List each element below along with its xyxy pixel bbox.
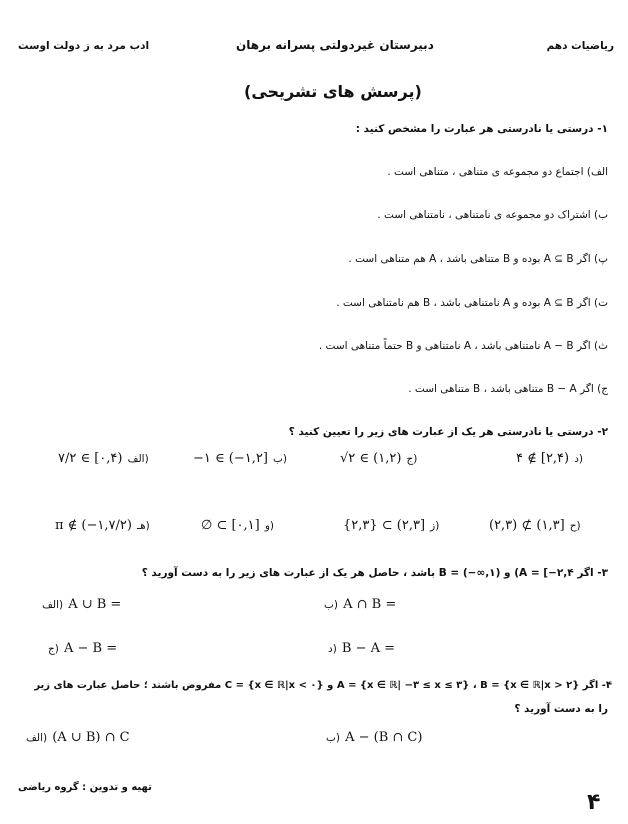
- q2-jim-label: ج): [406, 453, 418, 465]
- q2-dal-expr: ۴ ∉ [۲,۴): [516, 451, 570, 466]
- q2-ze: [343, 514, 439, 533]
- q2-alef-label: الف): [127, 453, 149, 465]
- q2-he-label: هـ): [137, 520, 150, 532]
- q4-be-expr: A − (B ∩ C): [345, 730, 423, 745]
- q3-be-expr: A ∩ B =: [343, 597, 397, 612]
- q2-dal: [516, 447, 583, 466]
- page-title: (پرسش های تشریحی): [244, 82, 422, 101]
- q2-alef-expr: ۷/۲ ∈ [۰,۴): [58, 451, 123, 466]
- q1-item-s: ث) اگر A − B نامتناهی باشد ، A نامتناهی و B حتماً متناهی است .: [318, 340, 608, 352]
- q3-dal: [328, 637, 395, 656]
- q1-item-j: ج) اگر B − A متناهی باشد ، B متناهی است .: [408, 383, 608, 395]
- q3-jim: [48, 637, 117, 656]
- q2-vav-label: و): [264, 520, 275, 532]
- q3-heading: ۳- اگر A = [−۲,۴) و B = (−∞,۱) باشد ، حاصل هر یک از عبارت های زیر را به دست آورید ؟: [141, 567, 608, 579]
- q4-heading-2: را به دست آورید ؟: [514, 703, 608, 715]
- q2-be-expr: −۱ ∈ (−۱,۲]: [193, 451, 268, 466]
- q4-alef-expr: (A ∪ B) ∩ C: [52, 730, 130, 745]
- q1-item-t: ت) اگر A ⊆ B بوده و A نامتناهی باشد ، B هم نامتناهی است .: [336, 297, 608, 309]
- page-number: ۴: [587, 790, 601, 815]
- q2-jim-expr: √۲ ∈ (۱,۲): [340, 451, 402, 466]
- q1-heading: ۱- درستی یا نادرستی هر عبارت را مشخص کنید :: [355, 123, 608, 135]
- q4-be-label: ب): [326, 732, 340, 744]
- q2-he2-expr: (۲,۳) ⊄ (۱,۳]: [489, 518, 565, 533]
- q2-be-label: ب): [273, 453, 287, 465]
- q2-he: [55, 514, 150, 533]
- q2-ze-label: ز): [430, 520, 440, 532]
- q1-item-p: پ) اگر A ⊆ B بوده و B متناهی باشد ، A هم متناهی است .: [348, 253, 608, 265]
- q3-jim-expr: A − B =: [63, 641, 118, 656]
- q3-dal-expr: B − A =: [341, 641, 396, 656]
- q2-dal-label: د): [574, 453, 584, 465]
- q3-alef: [42, 593, 121, 612]
- q2-alef: [58, 447, 149, 466]
- q2-heading: ۲- درستی یا نادرستی هر یک از عبارت های زیر را تعیین کنید ؟: [288, 426, 608, 438]
- q3-alef-label: الف): [42, 599, 64, 611]
- header-school: دبیرستان غیردولتی پسرانه برهان: [236, 38, 434, 52]
- q2-he2: [489, 514, 581, 533]
- q2-he-expr: π ∉ (−۱,۷/۲): [55, 518, 132, 533]
- q4-heading: ۴- اگر A = {x ∈ ℝ| −۳ ≤ x ≤ ۳} ، B = {x ∈ ℝ|x > ۲} و C = {x ∈ ℝ|x < ۰} مفروض باشند ؛ حاصل عبارت های زیر: [34, 680, 612, 691]
- q1-item-a: الف) اجتماع دو مجموعه ی متناهی ، متناهی است .: [387, 166, 608, 178]
- header-motto: ادب مرد به ز دولت اوست: [18, 40, 150, 52]
- q2-jim: [340, 447, 417, 466]
- header-subject: ریاضیات دهم: [546, 40, 614, 52]
- q2-he2-label: ح): [569, 520, 581, 532]
- q3-jim-label: ج): [48, 643, 59, 655]
- q3-alef-expr: A ∪ B =: [68, 597, 122, 612]
- footer-credit: تهیه و تدوین : گروه ریاضی: [18, 782, 152, 793]
- q4-be: [326, 726, 422, 745]
- q3-be: [324, 593, 396, 612]
- q4-alef: [26, 726, 130, 745]
- q3-be-label: ب): [324, 599, 338, 611]
- q2-vav: [201, 514, 274, 533]
- q4-alef-label: الف): [26, 732, 48, 744]
- q2-ze-expr: {۲,۳} ⊂ (۲,۳]: [343, 518, 426, 533]
- q2-be: [193, 447, 287, 466]
- q2-vav-expr: ∅ ⊂ [۰,۱]: [201, 518, 260, 533]
- q3-dal-label: د): [328, 643, 337, 655]
- q1-item-b: ب) اشتراک دو مجموعه ی نامتناهی ، نامتناهی است .: [377, 209, 608, 221]
